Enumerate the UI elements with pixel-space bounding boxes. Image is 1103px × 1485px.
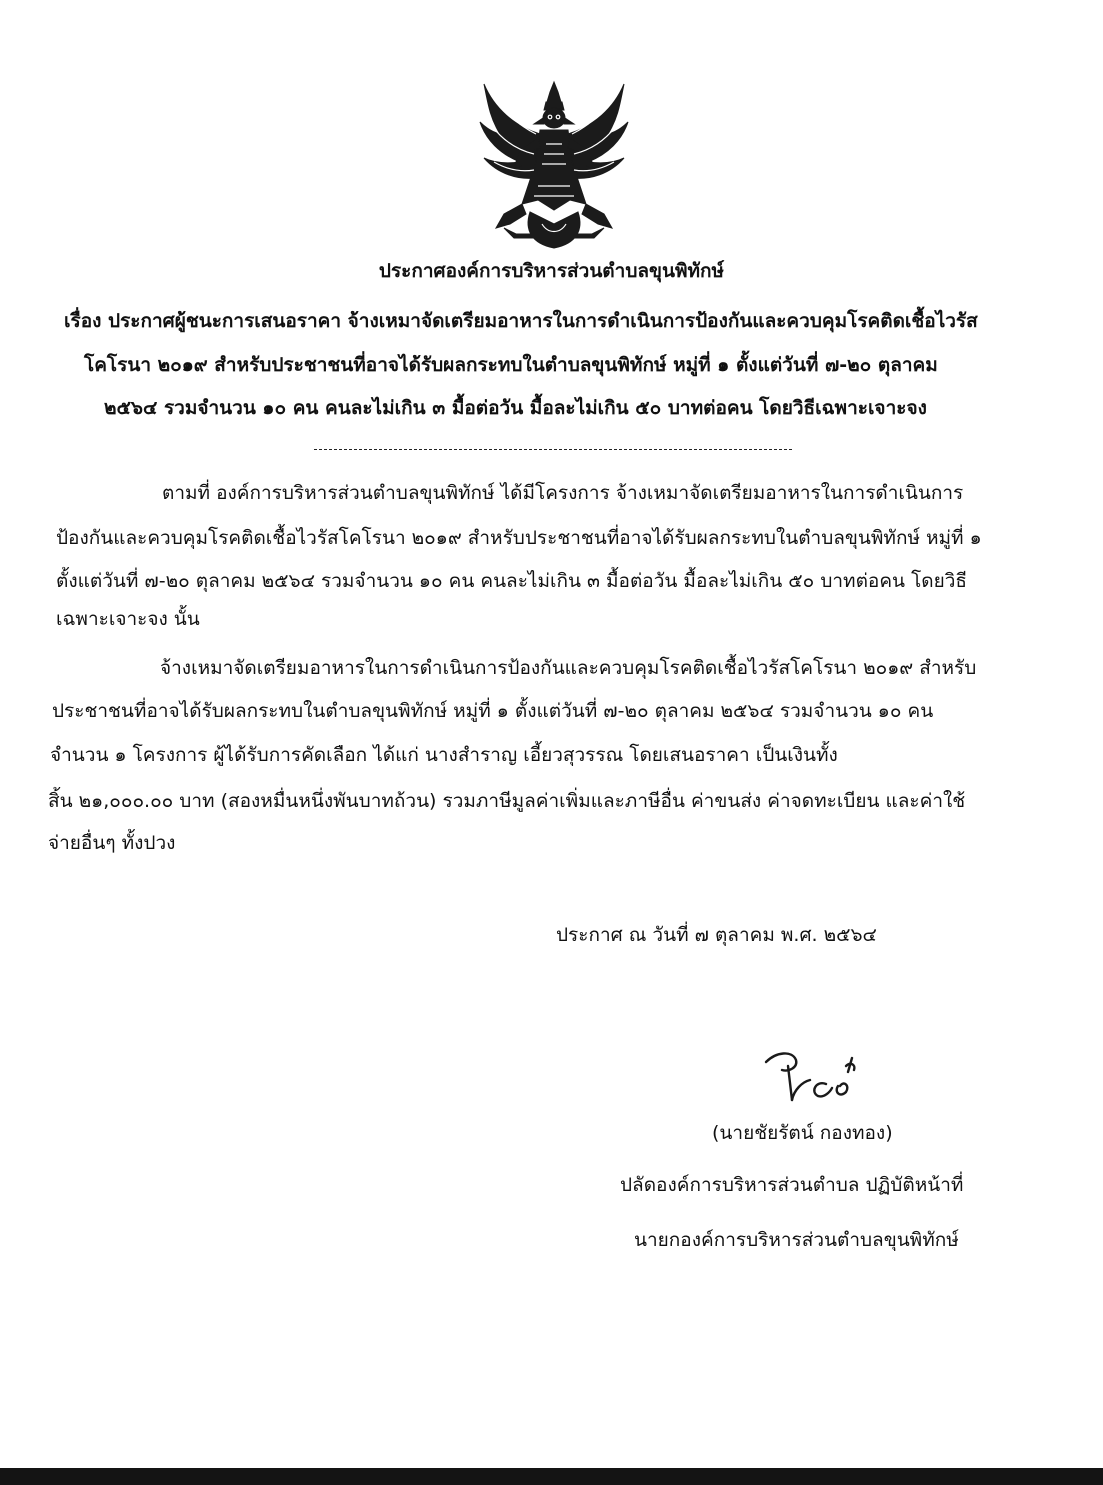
subject-line-2: โคโรนา ๒๐๑๙ สำหรับประชาชนที่อาจได้รับผลกระทบในตำบลขุนพิทักษ์ หมู่ที่ ๑ ตั้งแต่วันที่ ๗-๒๐ ตุลาคม <box>84 354 938 376</box>
paragraph1-line-3: ตั้งแต่วันที่ ๗-๒๐ ตุลาคม ๒๕๖๔ รวมจำนวน ๑๐ คน คนละไม่เกิน ๓ มื้อต่อวัน มื้อละไม่เกิน ๕๐ บาทต่อคน โดยวิธี <box>56 570 968 592</box>
paragraph2-line-3: จำนวน ๑ โครงการ ผู้ได้รับการคัดเลือก ได้แก่ นางสำราญ เอี้ยวสุวรรณ โดยเสนอราคา เป็นเงินทั้ง <box>50 744 838 766</box>
paragraph2-line-5: จ่ายอื่นๆ ทั้งปวง <box>48 832 176 854</box>
subject-line-3: ๒๕๖๔ รวมจำนวน ๑๐ คน คนละไม่เกิน ๓ มื้อต่อวัน มื้อละไม่เกิน ๕๐ บาทต่อคน โดยวิธีเฉพาะเจาะจง <box>104 397 927 419</box>
paragraph1-line-1: ตามที่ องค์การบริหารส่วนตำบลขุนพิทักษ์ ได้มีโครงการ จ้างเหมาจัดเตรียมอาหารในการดำเนินการ <box>162 482 964 504</box>
signatory-position-2: นายกองค์การบริหารส่วนตำบลขุนพิทักษ์ <box>634 1229 959 1251</box>
signatory-name: (นายชัยรัตน์ กองทอง) <box>712 1122 893 1144</box>
announcement-title: ประกาศองค์การบริหารส่วนตำบลขุนพิทักษ์ <box>378 260 725 282</box>
paragraph2-line-2: ประชาชนที่อาจได้รับผลกระทบในตำบลขุนพิทักษ์ หมู่ที่ ๑ ตั้งแต่วันที่ ๗-๒๐ ตุลาคม ๒๕๖๔ รวมจำนวน ๑๐ คน <box>52 700 934 722</box>
paragraph2-line-1: จ้างเหมาจัดเตรียมอาหารในการดำเนินการป้องกันและควบคุมโรคติดเชื้อไวรัสโคโรนา ๒๐๑๙ สำหรับ <box>160 657 977 679</box>
handwritten-signature <box>752 1042 864 1110</box>
garuda-emblem-icon <box>474 78 634 250</box>
bottom-edge-bar <box>0 1468 1103 1485</box>
paragraph1-line-2: ป้องกันและควบคุมโรคติดเชื้อไวรัสโคโรนา ๒๐๑๙ สำหรับประชาชนที่อาจได้รับผลกระทบในตำบลขุนพิทักษ์ หมู่ที่ ๑ <box>56 527 982 549</box>
announcement-date: ประกาศ ณ วันที่ ๗ ตุลาคม พ.ศ. ๒๕๖๔ <box>556 924 877 946</box>
paragraph2-line-4: สิ้น ๒๑,๐๐๐.๐๐ บาท (สองหมื่นหนึ่งพันบาทถ้วน) รวมภาษีมูลค่าเพิ่มและภาษีอื่น ค่าขนส่ง ค่าจดทะเบียน และค่าใช้ <box>48 790 966 812</box>
header-divider <box>314 449 792 450</box>
paragraph1-line-4: เฉพาะเจาะจง นั้น <box>56 608 200 630</box>
signatory-position-1: ปลัดองค์การบริหารส่วนตำบล ปฏิบัติหน้าที่ <box>620 1174 964 1196</box>
subject-line-1: เรื่อง ประกาศผู้ชนะการเสนอราคา จ้างเหมาจัดเตรียมอาหารในการดำเนินการป้องกันและควบคุมโรคติดเชื้อไวรัส <box>64 310 978 332</box>
